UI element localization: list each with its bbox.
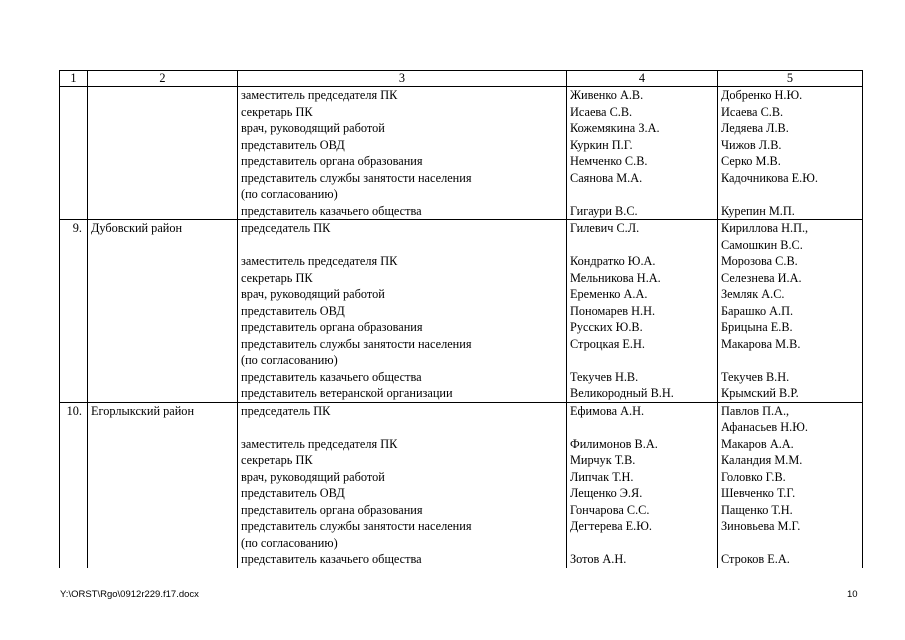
row-number: 10. <box>60 402 88 568</box>
member-name: Гигаури В.С. <box>570 203 638 218</box>
reserve-name <box>721 352 859 369</box>
footer-file-path: Y:\ORST\Rgo\0912r229.f17.docx <box>60 589 199 600</box>
reserve-name: Селезнева И.А. <box>721 270 802 285</box>
reserve-name: Павлов П.А., <box>721 403 790 418</box>
reserve-name: Каландия М.М. <box>721 453 803 467</box>
reserve-name: Ледяева Л.В. <box>721 121 789 135</box>
commission-role: секретарь ПК <box>241 270 313 285</box>
commission-role: представитель казачьего общества <box>241 369 422 384</box>
commission-role <box>241 419 563 436</box>
commission-role: (по согласованию) <box>241 353 338 367</box>
member-name: Еременко А.А. <box>570 287 648 301</box>
commission-role-column <box>238 220 567 403</box>
member-name: Гилевич С.Л. <box>570 221 640 235</box>
member-name: Строцкая Е.Н. <box>570 336 645 351</box>
member-name: Текучев Н.В. <box>570 369 639 384</box>
member-name: Липчак Т.Н. <box>570 469 634 484</box>
member-name-column <box>567 220 718 403</box>
reserve-name: Текучев В.Н. <box>721 369 790 384</box>
reserve-name: Самошкин В.С. <box>721 237 803 252</box>
reserve-name: Земляк А.С. <box>721 287 785 301</box>
column-number-3: 3 <box>238 71 567 87</box>
commission-role: представитель органа образования <box>241 502 423 517</box>
commission-role: представитель службы занятости населения <box>241 336 472 351</box>
reserve-name: Макаров А.А. <box>721 436 794 451</box>
reserve-name-column <box>718 87 863 220</box>
commission-role: (по согласованию) <box>241 187 338 201</box>
member-name: Исаева С.В. <box>570 104 633 119</box>
footer-page-number: 10 <box>847 589 858 600</box>
reserve-name: Головко Г.В. <box>721 469 786 484</box>
reserve-name: Кадочникова Е.Ю. <box>721 170 818 185</box>
reserve-name: Курепин М.П. <box>721 203 795 218</box>
reserve-name: Морозова С.В. <box>721 254 798 268</box>
reserve-name <box>721 535 859 552</box>
reserve-name: Зиновьева М.Г. <box>721 519 801 533</box>
commission-role: врач, руководящий работой <box>241 287 385 301</box>
member-name: Пономарев Н.Н. <box>570 303 656 318</box>
commission-role: заместитель председателя ПК <box>241 436 398 451</box>
reserve-name: Добренко Н.Ю. <box>721 88 803 102</box>
member-name: Русских Ю.В. <box>570 320 643 334</box>
member-name: Филимонов В.А. <box>570 436 658 451</box>
reserve-name: Строков Е.А. <box>721 552 790 566</box>
commission-role <box>241 237 563 254</box>
reserve-name: Крымский В.Р. <box>721 386 799 400</box>
reserve-name: Исаева С.В. <box>721 104 784 119</box>
commission-role: врач, руководящий работой <box>241 469 385 484</box>
member-name: Великородный В.Н. <box>570 386 674 400</box>
commission-role: заместитель председателя ПК <box>241 88 398 102</box>
member-name <box>570 352 714 369</box>
member-name: Зотов А.Н. <box>570 552 627 566</box>
member-name: Кондратко Ю.А. <box>570 254 656 268</box>
member-name: Мирчук Т.В. <box>570 453 636 467</box>
commission-role: представитель органа образования <box>241 320 423 334</box>
reserve-name: Кириллова Н.П., <box>721 221 809 235</box>
reserve-name <box>721 186 859 203</box>
member-name: Ефимова А.Н. <box>570 403 645 418</box>
reserve-name: Макарова М.В. <box>721 336 801 351</box>
commission-role: представитель ОВД <box>241 486 345 500</box>
reserve-name: Афанасьев Н.Ю. <box>721 420 808 434</box>
district-name: Егорлыкский район <box>88 402 238 568</box>
column-number-row <box>60 71 863 87</box>
commission-role: заместитель председателя ПК <box>241 254 398 268</box>
commission-table <box>59 70 863 568</box>
commission-role: (по согласованию) <box>241 535 338 550</box>
member-name-column <box>567 402 718 568</box>
member-name: Гончарова С.С. <box>570 502 650 517</box>
member-name-column <box>567 87 718 220</box>
commission-role: председатель ПК <box>241 403 331 418</box>
district-name <box>88 87 238 220</box>
commission-role: представитель ОВД <box>241 137 345 152</box>
member-name: Живенко А.В. <box>570 88 644 102</box>
member-name: Дегтерева Е.Ю. <box>570 519 652 533</box>
reserve-name: Серко М.В. <box>721 154 781 168</box>
column-number-4: 4 <box>567 71 718 87</box>
row-number <box>60 87 88 220</box>
commission-role: представитель ОВД <box>241 303 345 318</box>
reserve-name-column <box>718 402 863 568</box>
member-name: Кожемякина З.А. <box>570 121 660 135</box>
commission-role: председатель ПК <box>241 221 331 235</box>
district-name: Дубовский район <box>88 220 238 403</box>
table-body <box>60 87 863 568</box>
district-row <box>60 87 863 220</box>
reserve-name: Барашко А.П. <box>721 303 794 318</box>
commission-role: представитель службы занятости населения <box>241 519 472 533</box>
member-name <box>570 535 714 552</box>
reserve-name: Брицына Е.В. <box>721 320 793 334</box>
commission-role: врач, руководящий работой <box>241 121 385 135</box>
member-name <box>570 237 714 254</box>
district-row <box>60 220 863 403</box>
reserve-name-column <box>718 220 863 403</box>
reserve-name: Шевченко Т.Г. <box>721 486 796 500</box>
commission-role: представитель казачьего общества <box>241 203 422 218</box>
column-number-5: 5 <box>718 71 863 87</box>
member-name: Лещенко Э.Я. <box>570 486 643 500</box>
district-row <box>60 402 863 568</box>
commission-role: представитель ветеранской организации <box>241 386 453 400</box>
member-name <box>570 186 714 203</box>
member-name: Саянова М.А. <box>570 170 643 185</box>
commission-role: секретарь ПК <box>241 104 313 119</box>
member-name: Немченко С.В. <box>570 154 648 168</box>
column-number-2: 2 <box>88 71 238 87</box>
member-name: Мельникова Н.А. <box>570 270 661 285</box>
commission-role-column <box>238 87 567 220</box>
commission-role: секретарь ПК <box>241 453 313 467</box>
commission-role: представитель казачьего общества <box>241 552 422 566</box>
column-number-1: 1 <box>60 71 88 87</box>
member-name: Куркин П.Г. <box>570 137 633 152</box>
reserve-name: Чижов Л.В. <box>721 137 782 152</box>
member-name <box>570 419 714 436</box>
commission-role: представитель органа образования <box>241 154 423 168</box>
commission-role-column <box>238 402 567 568</box>
row-number: 9. <box>60 220 88 403</box>
reserve-name: Пащенко Т.Н. <box>721 502 793 517</box>
commission-role: представитель службы занятости населения <box>241 170 472 185</box>
